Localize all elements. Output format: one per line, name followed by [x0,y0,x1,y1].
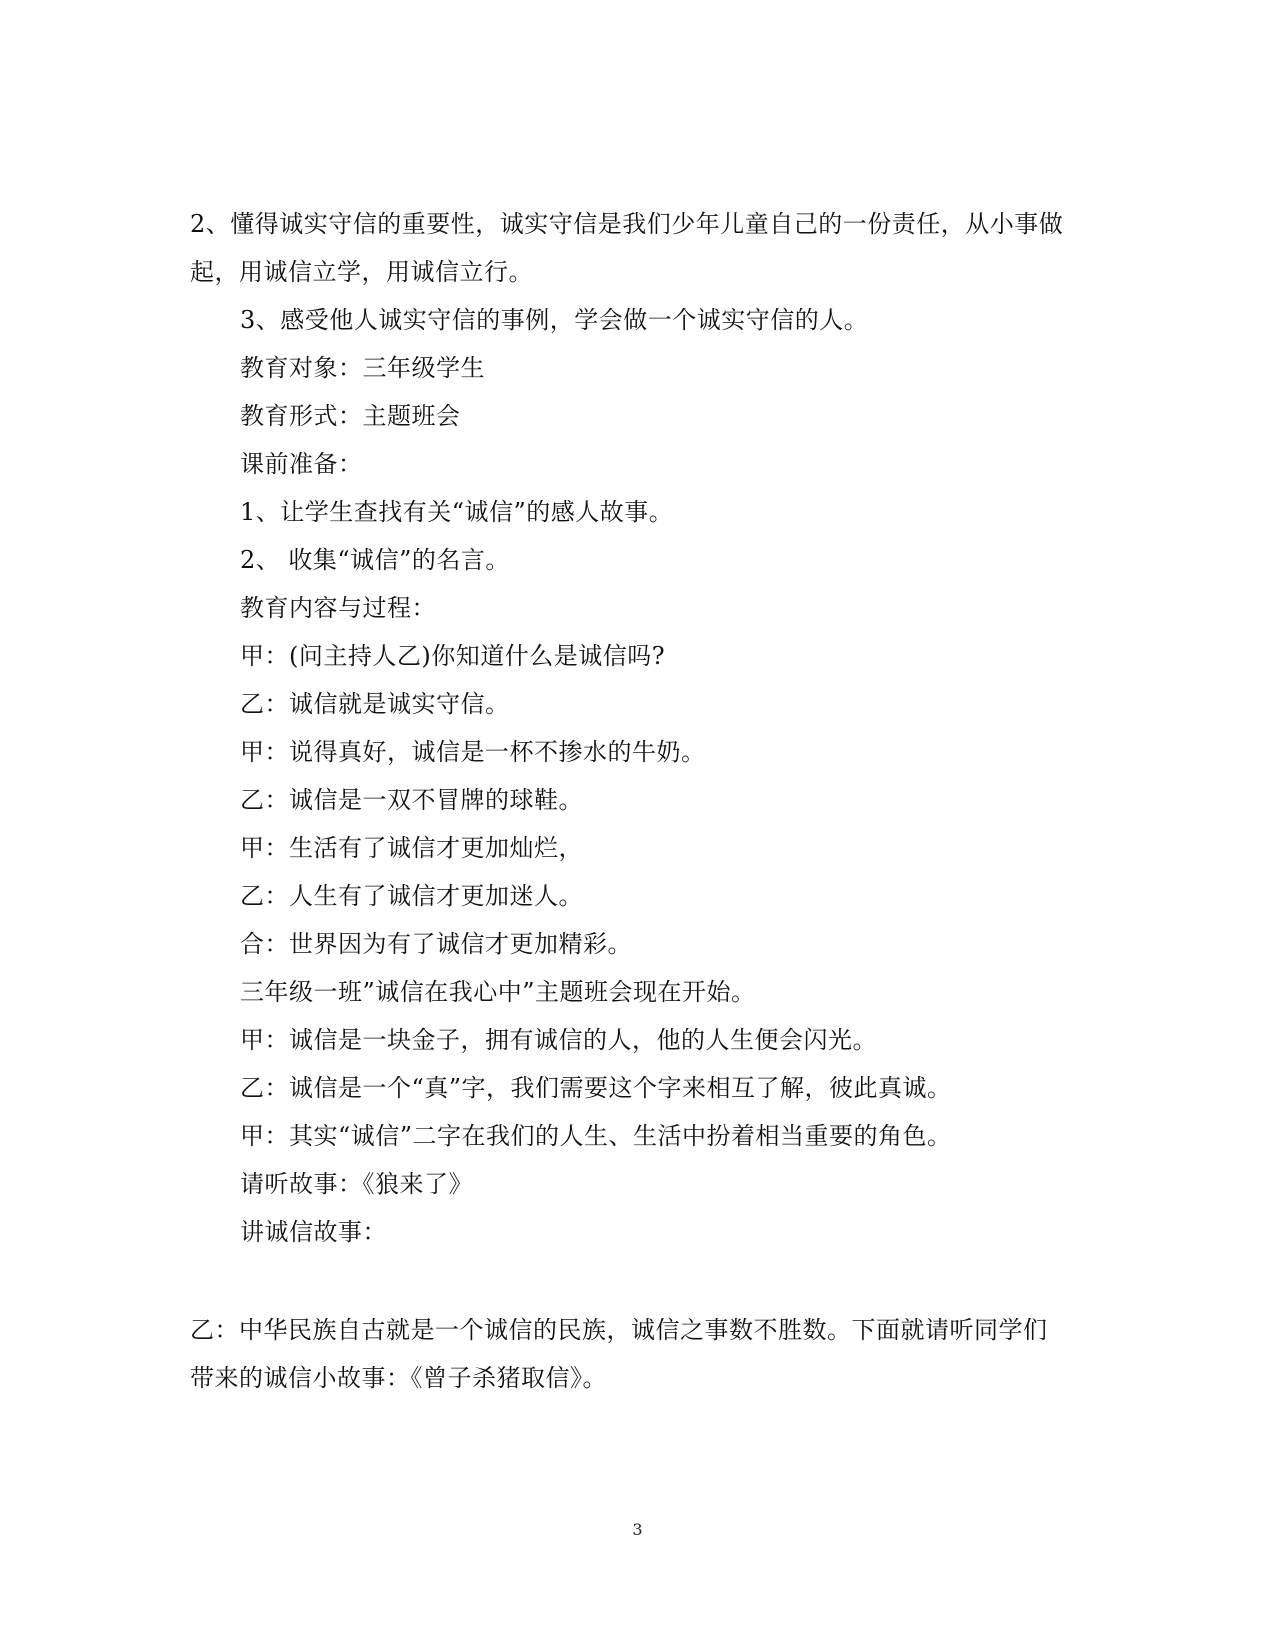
paragraph-block-top [190,200,1070,1256]
dialogue-line: 带来的诚信小故事：《曾子杀猪取信》。 [190,1364,607,1392]
paragraph: 1、让学生查找有关“诚信”的感人故事。 [240,498,674,526]
paragraph: 教育对象：三年级学生 [240,354,485,382]
dialogue-line: 乙：诚信是一双不冒牌的球鞋。 [240,786,583,814]
paragraph: 2、 收集“诚信”的名言。 [240,546,510,574]
dialogue-line: 甲：其实“诚信”二字在我们的人生、生活中扮着相当重要的角色。 [240,1122,952,1150]
paragraph: 三年级一班”诚信在我心中”主题班会现在开始。 [240,978,756,1006]
paragraph: 教育内容与过程： [240,594,436,622]
dialogue-line: 乙：诚信就是诚实守信。 [240,690,510,718]
dialogue-line: 甲：说得真好，诚信是一杯不掺水的牛奶。 [240,738,706,766]
dialogue-line: 甲：生活有了诚信才更加灿烂， [240,834,583,862]
dialogue-line: 甲：(问主持人乙)你知道什么是诚信吗? [240,642,666,670]
paragraph-gap [190,1256,1070,1306]
dialogue-line: 甲：诚信是一块金子，拥有诚信的人，他的人生便会闪光。 [240,1026,877,1054]
paragraph: 教育形式：主题班会 [240,402,461,430]
paragraph: 3、感受他人诚实守信的事例，学会做一个诚实守信的人。 [240,306,869,334]
paragraph: 起，用诚信立学，用诚信立行。 [190,258,533,286]
document-body [190,200,1070,1402]
paragraph: 课前准备： [240,450,363,478]
dialogue-line: 乙：中华民族自古就是一个诚信的民族，诚信之事数不胜数。下面就请听同学们 [190,1316,1048,1344]
dialogue-line: 乙：人生有了诚信才更加迷人。 [240,882,583,910]
page-number: 3 [632,1520,643,1539]
paragraph-block-bottom [190,1306,1070,1402]
dialogue-line: 乙：诚信是一个“真”字，我们需要这个字来相互了解，彼此真诚。 [240,1074,952,1102]
dialogue-line: 合：世界因为有了诚信才更加精彩。 [240,930,632,958]
paragraph: 讲诚信故事： [240,1218,387,1246]
paragraph: 2、懂得诚实守信的重要性，诚实守信是我们少年儿童自己的一份责任，从小事做 [190,210,1064,238]
paragraph: 请听故事：《狼来了》 [240,1170,473,1198]
